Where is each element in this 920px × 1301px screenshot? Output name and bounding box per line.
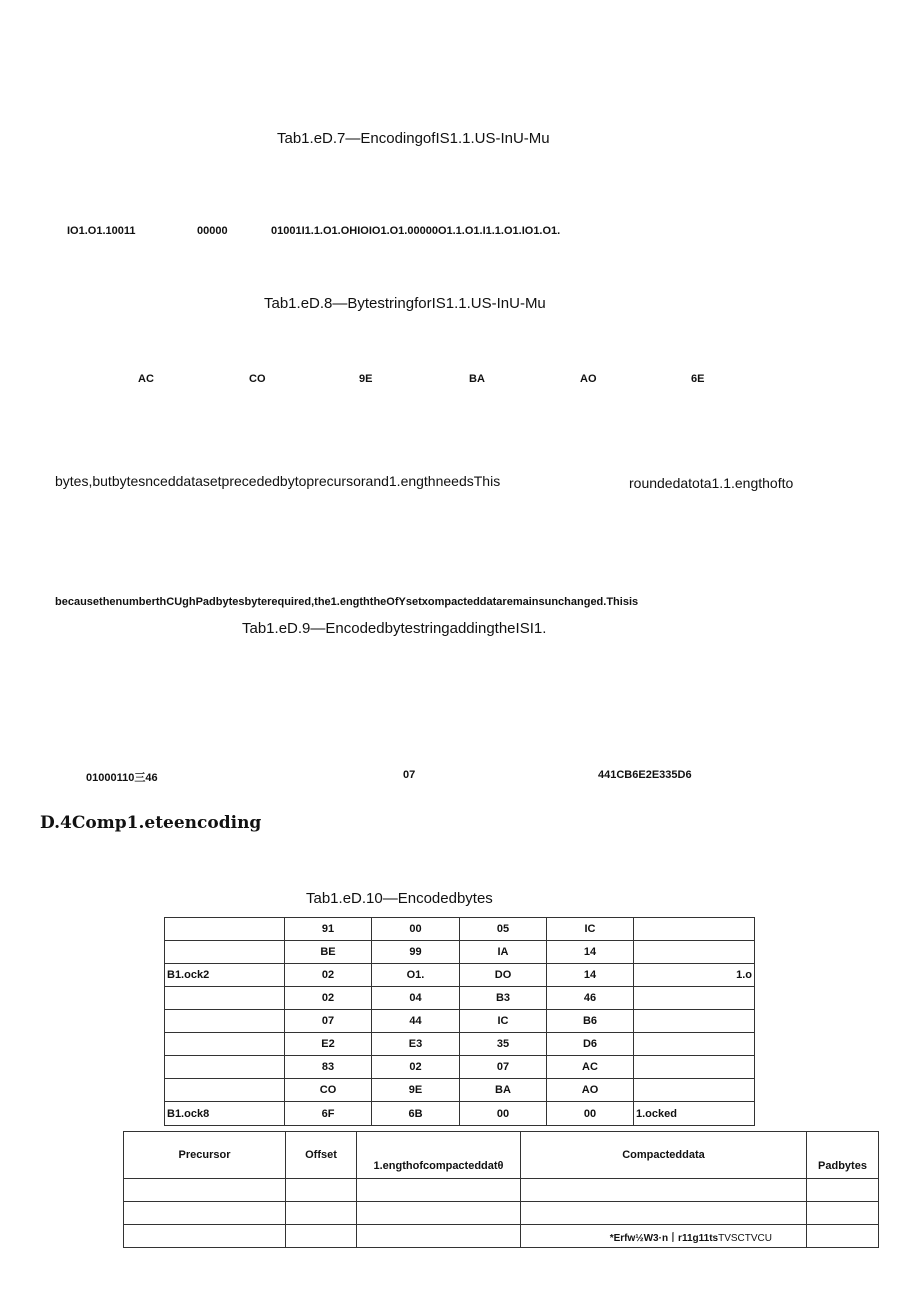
table-row bbox=[165, 918, 755, 941]
paragraph-bold-line: becausethenumberthCUghPadbytesbyterequired,the1.engththeOfYsetxompacteddataremainsunchanged.Thisis bbox=[55, 596, 639, 608]
table-row bbox=[124, 1225, 879, 1248]
table-cell: E3 bbox=[372, 1033, 460, 1056]
encoded-cell: 441CB6E2E335D6 bbox=[598, 769, 692, 781]
paragraph-right: roundedatota1.1.engthofto bbox=[629, 475, 794, 491]
byte-cell: BA bbox=[469, 373, 485, 385]
table-cell bbox=[634, 1056, 755, 1079]
table-cell bbox=[165, 1010, 285, 1033]
byte-cell: 6E bbox=[691, 373, 705, 385]
table-cell bbox=[124, 1202, 286, 1225]
table-header-row bbox=[124, 1132, 879, 1179]
table-cell: BA bbox=[460, 1079, 547, 1102]
table-cell: 02 bbox=[372, 1056, 460, 1079]
table-cell bbox=[165, 918, 285, 941]
table-cell: AC bbox=[547, 1056, 634, 1079]
table-cell: 05 bbox=[460, 918, 547, 941]
table-cell: 99 bbox=[372, 941, 460, 964]
table-cell: CO bbox=[285, 1079, 372, 1102]
table-cell bbox=[165, 941, 285, 964]
table-cell: 6F bbox=[285, 1102, 372, 1126]
table-cell: 02 bbox=[285, 964, 372, 987]
table-row bbox=[124, 1179, 879, 1202]
table-cell: 02 bbox=[285, 987, 372, 1010]
table-row bbox=[165, 1033, 755, 1056]
table-cell: D6 bbox=[547, 1033, 634, 1056]
compacted-layout-table bbox=[123, 1131, 879, 1248]
table-cell bbox=[124, 1179, 286, 1202]
table-cell bbox=[634, 1079, 755, 1102]
table-cell: O1. bbox=[372, 964, 460, 987]
table-row bbox=[165, 1079, 755, 1102]
table-cell bbox=[807, 1225, 879, 1248]
table-cell: IC bbox=[460, 1010, 547, 1033]
table-cell: E2 bbox=[285, 1033, 372, 1056]
table-row bbox=[165, 1056, 755, 1079]
table-cell bbox=[634, 987, 755, 1010]
caption-table-d9: Tab1.eD.9—EncodedbytestringaddingtheISI1. bbox=[242, 620, 547, 637]
caption-table-d7: Tab1.eD.7—EncodingofIS1.1.US-InU-Mu bbox=[277, 130, 550, 147]
table-cell: 14 bbox=[547, 941, 634, 964]
table-cell bbox=[165, 1033, 285, 1056]
table-cell: BE bbox=[285, 941, 372, 964]
caption-table-d10: Tab1.eD.10—Encodedbytes bbox=[306, 890, 493, 907]
table-cell bbox=[165, 1079, 285, 1102]
encoded-cell: 01000110三46 bbox=[86, 772, 158, 784]
table-row bbox=[165, 1010, 755, 1033]
table-cell bbox=[357, 1225, 521, 1248]
table-cell: 1.ocked bbox=[634, 1102, 755, 1126]
table-row bbox=[165, 964, 755, 987]
footnote-text-light: TVSCTVCU bbox=[718, 1232, 772, 1244]
table-cell: 07 bbox=[285, 1010, 372, 1033]
table-cell: 46 bbox=[547, 987, 634, 1010]
block-label: B1.ock2 bbox=[165, 964, 285, 987]
encoding-cell: 01001I1.1.O1.OHIOIO1.O1.00000O1.1.O1.I1.1.O1.IO1.O1. bbox=[271, 225, 561, 237]
table-cell: 1.o bbox=[634, 964, 755, 987]
table-cell: 44 bbox=[372, 1010, 460, 1033]
caption-table-d8: Tab1.eD.8—BytestringforIS1.1.US-InU-Mu bbox=[264, 295, 546, 312]
block-label: B1.ock8 bbox=[165, 1102, 285, 1126]
table-cell: 00 bbox=[460, 1102, 547, 1126]
table-cell: 00 bbox=[372, 918, 460, 941]
table-footnote-cell bbox=[521, 1225, 807, 1248]
table-cell bbox=[634, 1010, 755, 1033]
column-header: 1.engthofcompacteddatθ bbox=[357, 1132, 521, 1179]
table-row bbox=[165, 941, 755, 964]
encoding-cell: IO1.O1.10011 bbox=[67, 225, 136, 237]
encoding-cell: 00000 bbox=[197, 225, 228, 237]
table-cell: IA bbox=[460, 941, 547, 964]
table-cell bbox=[521, 1179, 807, 1202]
column-header: Precursor bbox=[124, 1132, 286, 1179]
table-cell bbox=[634, 941, 755, 964]
table-cell bbox=[286, 1225, 357, 1248]
table-cell bbox=[165, 1056, 285, 1079]
table-row bbox=[165, 1102, 755, 1126]
table-cell: 83 bbox=[285, 1056, 372, 1079]
table-cell: DO bbox=[460, 964, 547, 987]
table-cell: B6 bbox=[547, 1010, 634, 1033]
table-cell: 35 bbox=[460, 1033, 547, 1056]
table-cell bbox=[357, 1179, 521, 1202]
byte-cell: CO bbox=[249, 373, 266, 385]
table-cell bbox=[286, 1202, 357, 1225]
encoded-bytes-table bbox=[164, 917, 755, 1126]
table-cell: 07 bbox=[460, 1056, 547, 1079]
table-row bbox=[165, 987, 755, 1010]
table-cell: 14 bbox=[547, 964, 634, 987]
table-cell bbox=[634, 918, 755, 941]
table-cell: 91 bbox=[285, 918, 372, 941]
table-cell: B3 bbox=[460, 987, 547, 1010]
table-cell bbox=[521, 1202, 807, 1225]
byte-cell: AO bbox=[580, 373, 597, 385]
section-heading: D.4Comp1.eteencoding bbox=[40, 813, 262, 833]
table-cell bbox=[357, 1202, 521, 1225]
table-cell: 04 bbox=[372, 987, 460, 1010]
paragraph-left: bytes,butbytesnceddatasetprecededbytoprecursorand1.engthneedsThis bbox=[55, 473, 501, 489]
column-header: Padbytes bbox=[807, 1132, 879, 1179]
table-cell bbox=[286, 1179, 357, 1202]
encoded-cell: 07 bbox=[403, 769, 416, 781]
table-cell bbox=[807, 1202, 879, 1225]
table-cell: 6B bbox=[372, 1102, 460, 1126]
footnote-text: *Erfw½W3·n丨r11g11ts bbox=[609, 1232, 719, 1244]
table-row bbox=[124, 1202, 879, 1225]
table-cell: 9E bbox=[372, 1079, 460, 1102]
column-header: Offset bbox=[286, 1132, 357, 1179]
table-cell: IC bbox=[547, 918, 634, 941]
table-cell bbox=[634, 1033, 755, 1056]
table-cell: AO bbox=[547, 1079, 634, 1102]
table-cell bbox=[165, 987, 285, 1010]
table-cell bbox=[124, 1225, 286, 1248]
byte-cell: AC bbox=[138, 373, 154, 385]
column-header: Compacteddata bbox=[521, 1132, 807, 1179]
byte-cell: 9E bbox=[359, 373, 373, 385]
table-cell: 00 bbox=[547, 1102, 634, 1126]
table-cell bbox=[807, 1179, 879, 1202]
